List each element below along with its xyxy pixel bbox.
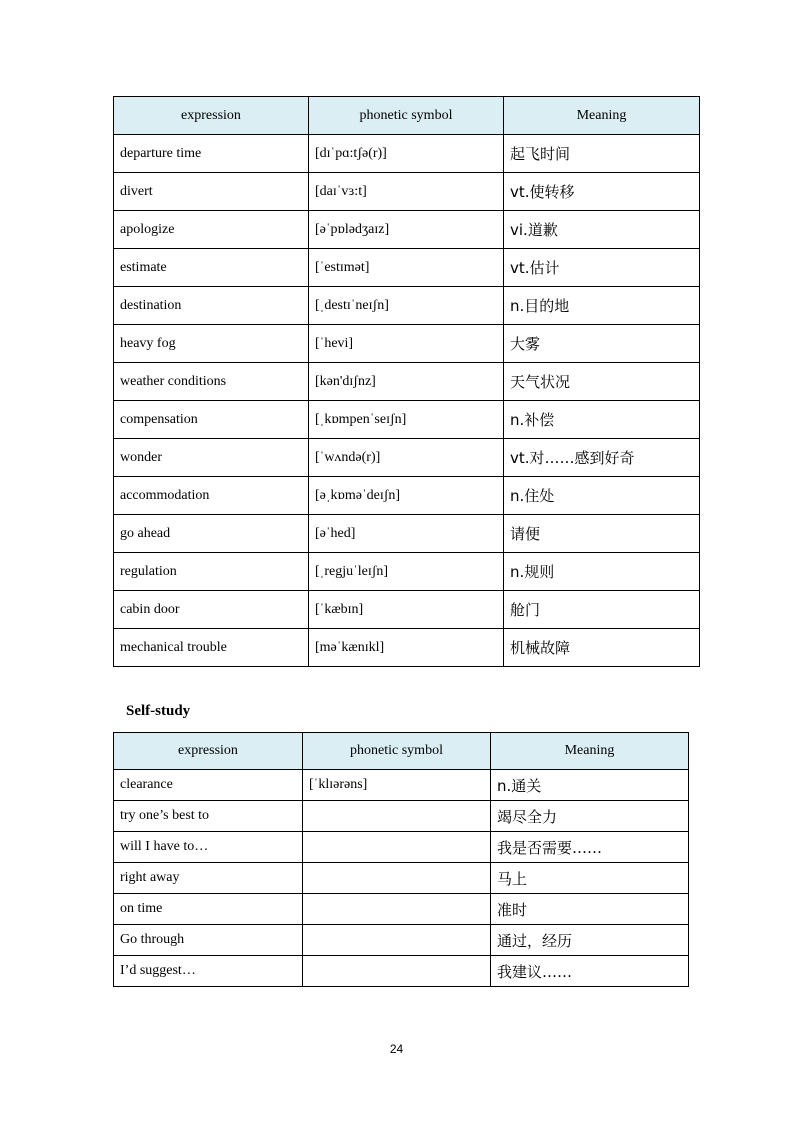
meaning-cell: 机械故障 xyxy=(504,629,700,667)
phonetic-cell: [kən'dɪʃnz] xyxy=(309,363,504,401)
table-row xyxy=(114,832,689,863)
table-row xyxy=(114,863,689,894)
expression-cell: I’d suggest… xyxy=(114,956,303,987)
phonetic-cell xyxy=(303,863,491,894)
phonetic-cell: [ˌregjuˈleɪʃn] xyxy=(309,553,504,591)
meaning-cell: n.住处 xyxy=(504,477,700,515)
expression-cell: right away xyxy=(114,863,303,894)
meaning-cell: vt.使转移 xyxy=(504,173,700,211)
expression-cell: apologize xyxy=(114,211,309,249)
meaning-cell: 我建议…… xyxy=(491,956,689,987)
column-header: phonetic symbol xyxy=(303,733,491,770)
meaning-cell: 准时 xyxy=(491,894,689,925)
meaning-cell: 天气状况 xyxy=(504,363,700,401)
column-header: expression xyxy=(114,733,303,770)
table-header-row xyxy=(114,733,689,770)
phonetic-cell: [ˈhevi] xyxy=(309,325,504,363)
expression-cell: accommodation xyxy=(114,477,309,515)
phonetic-cell: [ˈestɪmət] xyxy=(309,249,504,287)
table-row xyxy=(114,553,700,591)
table-row xyxy=(114,135,700,173)
meaning-cell: n.通关 xyxy=(491,770,689,801)
phonetic-cell: [əˈpɒlədʒaɪz] xyxy=(309,211,504,249)
meaning-cell: n.规则 xyxy=(504,553,700,591)
column-header: Meaning xyxy=(491,733,689,770)
table-row xyxy=(114,770,689,801)
table-row xyxy=(114,325,700,363)
table-row xyxy=(114,956,689,987)
column-header: Meaning xyxy=(504,97,700,135)
meaning-cell: 我是否需要…… xyxy=(491,832,689,863)
meaning-cell: 起飞时间 xyxy=(504,135,700,173)
table-row xyxy=(114,477,700,515)
phonetic-cell: [ˌdestɪˈneɪʃn] xyxy=(309,287,504,325)
page-number: 24 xyxy=(389,1042,404,1056)
expression-cell: wonder xyxy=(114,439,309,477)
table-row xyxy=(114,211,700,249)
meaning-cell: vi.道歉 xyxy=(504,211,700,249)
meaning-cell: 马上 xyxy=(491,863,689,894)
expression-cell: estimate xyxy=(114,249,309,287)
phonetic-cell xyxy=(303,925,491,956)
vocab-table xyxy=(113,96,700,667)
phonetic-cell: [daɪˈvɜ:t] xyxy=(309,173,504,211)
column-header: phonetic symbol xyxy=(309,97,504,135)
expression-cell: weather conditions xyxy=(114,363,309,401)
expression-cell: cabin door xyxy=(114,591,309,629)
meaning-cell: n.目的地 xyxy=(504,287,700,325)
phonetic-cell: [ˈklɪərəns] xyxy=(303,770,491,801)
phonetic-cell: [ˈkæbɪn] xyxy=(309,591,504,629)
phonetic-cell: [dɪˈpɑ:tʃə(r)] xyxy=(309,135,504,173)
expression-cell: go ahead xyxy=(114,515,309,553)
expression-cell: departure time xyxy=(114,135,309,173)
expression-cell: divert xyxy=(114,173,309,211)
table-row xyxy=(114,287,700,325)
table-row xyxy=(114,439,700,477)
expression-cell: mechanical trouble xyxy=(114,629,309,667)
phonetic-cell: [ˌkɒmpenˈseɪʃn] xyxy=(309,401,504,439)
meaning-cell: n.补偿 xyxy=(504,401,700,439)
table-row xyxy=(114,801,689,832)
phonetic-cell: [əˈhed] xyxy=(309,515,504,553)
meaning-cell: 请便 xyxy=(504,515,700,553)
table-row xyxy=(114,894,689,925)
table-header-row xyxy=(114,97,700,135)
phonetic-cell xyxy=(303,801,491,832)
self-study-table xyxy=(113,732,689,987)
meaning-cell: 通过，经历 xyxy=(491,925,689,956)
expression-cell: heavy fog xyxy=(114,325,309,363)
expression-cell: on time xyxy=(114,894,303,925)
column-header: expression xyxy=(114,97,309,135)
meaning-cell: vt.估计 xyxy=(504,249,700,287)
expression-cell: destination xyxy=(114,287,309,325)
table-row xyxy=(114,591,700,629)
expression-cell: will I have to… xyxy=(114,832,303,863)
expression-cell: regulation xyxy=(114,553,309,591)
section-title: Self-study xyxy=(126,703,191,719)
expression-cell: Go through xyxy=(114,925,303,956)
table-row xyxy=(114,515,700,553)
meaning-cell: 大雾 xyxy=(504,325,700,363)
expression-cell: compensation xyxy=(114,401,309,439)
meaning-cell: 舱门 xyxy=(504,591,700,629)
phonetic-cell: [məˈkænɪkl] xyxy=(309,629,504,667)
table-row xyxy=(114,925,689,956)
meaning-cell: 竭尽全力 xyxy=(491,801,689,832)
expression-cell: try one’s best to xyxy=(114,801,303,832)
phonetic-cell xyxy=(303,894,491,925)
table-row xyxy=(114,629,700,667)
phonetic-cell: [ˈwʌndə(r)] xyxy=(309,439,504,477)
table-row xyxy=(114,249,700,287)
table-row xyxy=(114,401,700,439)
table-row xyxy=(114,363,700,401)
phonetic-cell xyxy=(303,956,491,987)
expression-cell: clearance xyxy=(114,770,303,801)
phonetic-cell: [əˌkɒməˈdeɪʃn] xyxy=(309,477,504,515)
phonetic-cell xyxy=(303,832,491,863)
table-row xyxy=(114,173,700,211)
meaning-cell: vt.对……感到好奇 xyxy=(504,439,700,477)
